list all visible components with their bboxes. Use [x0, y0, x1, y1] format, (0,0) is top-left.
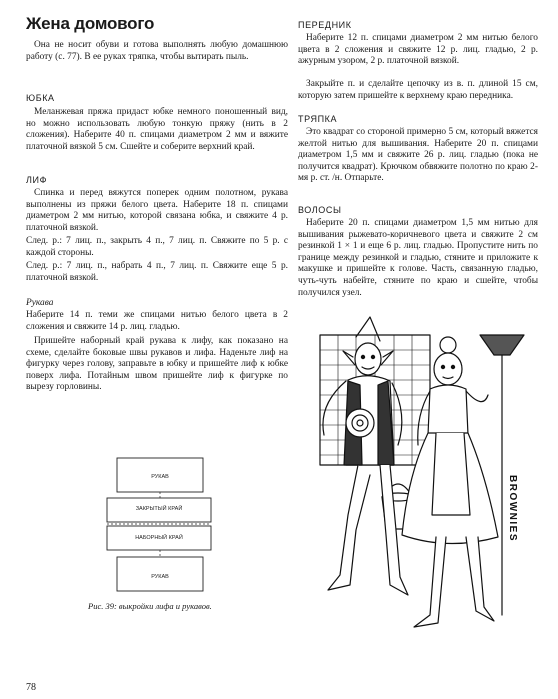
sleeve-text-1: Наберите 14 п. теми же спицами нитью белого цвета в 2 сложения и свяжите 14 р. лиц. гладью. — [26, 310, 288, 332]
pattern-diagram — [105, 455, 225, 595]
female-bodice — [428, 385, 468, 435]
page-title: Жена домового — [26, 14, 155, 33]
female-arm-right — [466, 391, 488, 402]
male-bundle — [346, 409, 374, 437]
sleeve-top-label: РУКАВ — [151, 474, 169, 480]
sleeve-text-2: Пришейте наборный край рукава к лифу, как показано на схеме, сделайте боковые швы рукавов и лифа. Наденьте лиф на фигурку через голову, заправьте в юбку и пришейте лиф к юбке поверх лифа. Потайным швом пришейте лиф к фигурке по вырезу горловины. — [26, 336, 288, 393]
female-leg-right — [466, 537, 494, 621]
cast-on-edge-label: НАБОРНЫЙ КРАЙ — [135, 535, 183, 541]
brownies-label: BROWNIES — [507, 475, 518, 542]
hair-text: Наберите 20 п. спицами диаметром 1,5 мм нитью для вышивания рыжевато-коричневого цвета и свяжите 2 см резинкой 1 × 1 и еще 6 р. лиц. гладью. Пропустите нить по границе между резинкой и гладью, стяните и приложите к макушке и пришейте к голове. Часть, связанную гладью, чуть-чуть набейте, стяните по краю и сшейте, чтобы получился узел. — [298, 218, 538, 298]
female-apron — [432, 433, 470, 515]
skirt-text: Меланжевая пряжа придаст юбке немного поношенный вид, но можно использовать любую тонкую пряжу (нить в 2 сложения). Наберите 40 п. спицами диаметром 2 мм и вяжите платочной вязкой 5 см. Сшейте и соберите верхний край. — [26, 107, 288, 152]
female-head — [434, 353, 462, 385]
sleeve-bottom-label: РУКАВ — [151, 574, 169, 580]
male-arm-left — [323, 381, 346, 435]
figure-caption: Рис. 39: выкройки лифа и рукавов. — [88, 601, 212, 611]
apron-text-2: Закрыйте п. и сделайте цепочку из в. п. длиной 15 см, которую затем пришейте к верхнему краю передника. — [298, 79, 538, 101]
bodice-text-1: Спинка и перед вяжутся поперек одним полотном, рукава выполнены из пряжи белого цвета. Наберите 18 п. спицами диаметром 2 мм нитью, которой связана юбка, и свяжите 4 р. платочной вязкой. — [26, 188, 288, 233]
apron-heading: ПЕРЕДНИК — [298, 20, 352, 30]
broom-head — [480, 335, 524, 355]
sleeve-heading: Рукава — [26, 298, 54, 308]
skirt-heading: ЮБКА — [26, 93, 55, 103]
male-vest-right — [378, 381, 394, 465]
brownies-illustration — [298, 315, 538, 660]
intro-text: Она не носит обуви и готова выполнять любую домашнюю работу (с. 77). В ее руках тряпка, чтобы вытирать пыль. — [26, 40, 288, 62]
male-leg-left — [328, 465, 370, 590]
male-head — [355, 343, 381, 375]
apron-text-1: Наберите 12 п. спицами диаметром 2 мм нитью белого цвета в 2 сложения и свяжите 12 р. лиц. гладью, 2 р. ажурным узором, 2 р. платочной вязкой. — [298, 33, 538, 67]
bodice-heading: ЛИФ — [26, 175, 48, 185]
closed-edge-label: ЗАКРЫТЫЙ КРАЙ — [135, 506, 183, 512]
female-leg-left — [414, 537, 446, 627]
hair-heading: ВОЛОСЫ — [298, 205, 342, 215]
female-hair-bun — [440, 337, 456, 353]
bodice-text-2: След. р.: 7 лиц. п., закрыть 4 п., 7 лиц. п. Свяжите по 5 р. с каждой стороны. — [26, 236, 288, 258]
male-arm-right — [392, 383, 402, 445]
rag-heading: ТРЯПКА — [298, 114, 338, 124]
male-hat — [356, 317, 380, 341]
rag-text: Это квадрат со стороной примерно 5 см, который вяжется желтой нитью для вышивания. Наберите 20 п. спицами диаметром 1,5 мм и свяжите 26 р. лиц. гладью (пока не получится квадрат). Крючком обвяжите полотно по краю 2-мя р. ст. /н. Отпарьте. — [298, 127, 538, 184]
page-number: 78 — [26, 682, 36, 693]
bodice-text-3: След. р.: 7 лиц. п., набрать 4 п., 7 лиц. п. Свяжите еще 5 р. платочной вязкой. — [26, 261, 288, 283]
